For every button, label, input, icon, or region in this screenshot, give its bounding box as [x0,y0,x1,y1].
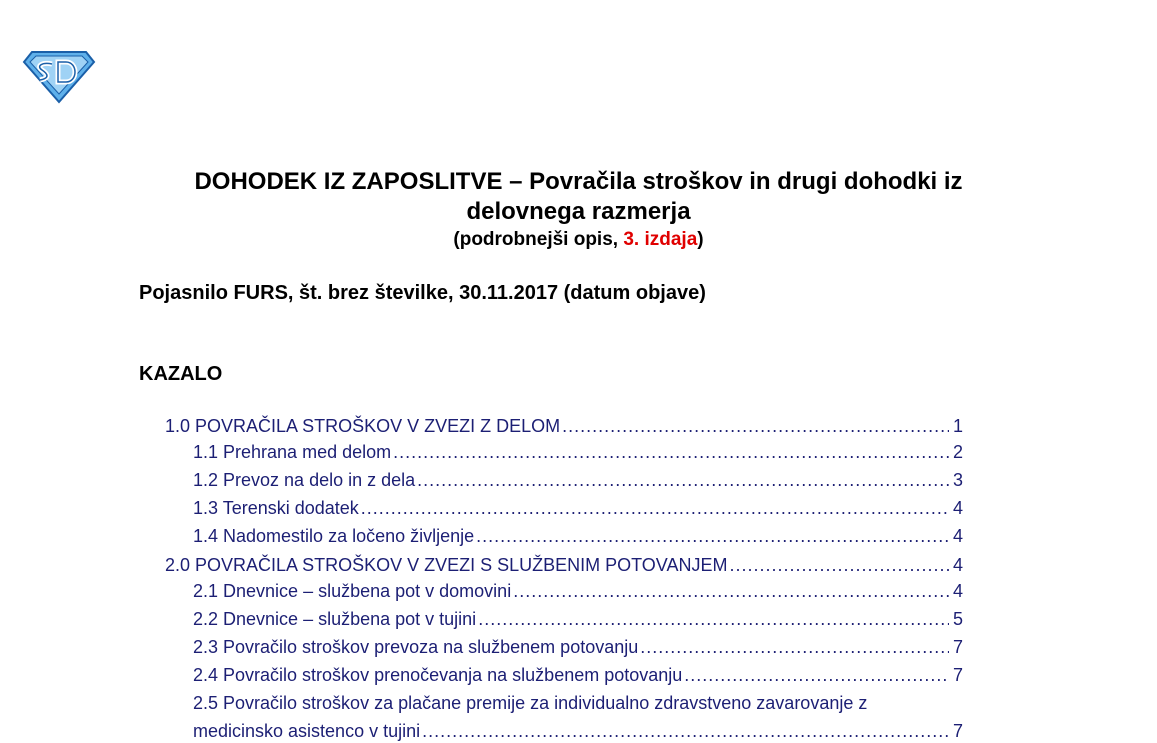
toc-page-number: 4 [952,526,963,546]
toc-entry-2-4[interactable] [193,664,963,686]
document-subtitle [0,229,1157,251]
subtitle-prefix: (podrobnejši opis, [453,229,624,250]
subtitle-suffix: ) [697,229,704,250]
toc-entry-label: 2.1 Dnevnice – službena pot v domovini [193,581,512,601]
toc-entry-label: 2.2 Dnevnice – službena pot v tujini [193,609,477,629]
toc-page-number: 1 [952,416,963,436]
toc-leader [727,554,949,576]
toc-leader [511,580,949,602]
toc-page-number: 4 [952,555,963,575]
toc-entry-1-3[interactable] [193,497,963,519]
toc-entry-2-0[interactable] [165,554,963,576]
toc-entry-label: 1.0 POVRAČILA STROŠKOV V ZVEZI Z DELOM [165,416,561,436]
toc-leader [420,720,949,742]
toc-page-number: 4 [952,581,963,601]
toc-leader [682,664,949,686]
toc-entry-label: 1.4 Nadomestilo za ločeno življenje [193,526,475,546]
document-title-line-1: DOHODEK IZ ZAPOSLITVE – Povračila stroškov in drugi dohodki iz [194,168,963,195]
toc-entry-label: 1.3 Terenski dodatek [193,498,359,518]
toc-entry-2-5[interactable] [193,720,963,742]
toc-entry-2-2[interactable] [193,608,963,630]
toc-entry-label: 2.3 Povračilo stroškov prevoza na službenem potovanju [193,637,639,657]
toc-leader [474,525,949,547]
toc-page-number: 4 [952,498,963,518]
furs-reference: Pojasnilo FURS, št. brez številke, 30.11.2017 (datum objave) [139,282,706,304]
toc-entry-2-5-line-1[interactable]: 2.5 Povračilo stroškov za plačane premije za individualno zdravstveno zavarovanje z [193,693,868,713]
toc-entry-label: 2.0 POVRAČILA STROŠKOV V ZVEZI S SLUŽBENIM POTOVANJEM [165,555,728,575]
toc-entry-label: 1.1 Prehrana med delom [193,442,392,462]
toc-entry-1-2[interactable] [193,469,963,491]
toc-page-number: 7 [952,721,963,741]
toc-entry-2-1[interactable] [193,580,963,602]
toc-page-number: 3 [952,470,963,490]
toc-entry-label: medicinsko asistenco v tujini [193,721,421,741]
toc-leader [359,497,949,519]
document-title-line-2: delovnega razmerja [466,198,691,225]
toc-entry-1-0[interactable] [165,415,963,437]
edition-label: 3. izdaja [623,229,698,250]
toc-entry-label: 1.2 Prevoz na delo in z dela [193,470,416,490]
toc-leader [638,636,949,658]
toc-leader [415,469,949,491]
toc-page-number: 7 [952,637,963,657]
sd-shield-logo-icon [22,48,96,104]
toc-entry-2-3[interactable] [193,636,963,658]
toc-page-number: 5 [952,609,963,629]
toc-entry-1-4[interactable] [193,525,963,547]
toc-entry-1-1[interactable] [193,441,963,463]
toc-leader [560,415,949,437]
toc-leader [391,441,949,463]
toc-entry-label: 2.4 Povračilo stroškov prenočevanja na službenem potovanju [193,665,683,685]
toc-page-number: 2 [952,442,963,462]
toc-heading: KAZALO [139,363,223,385]
toc-leader [476,608,949,630]
toc-page-number: 7 [952,665,963,685]
